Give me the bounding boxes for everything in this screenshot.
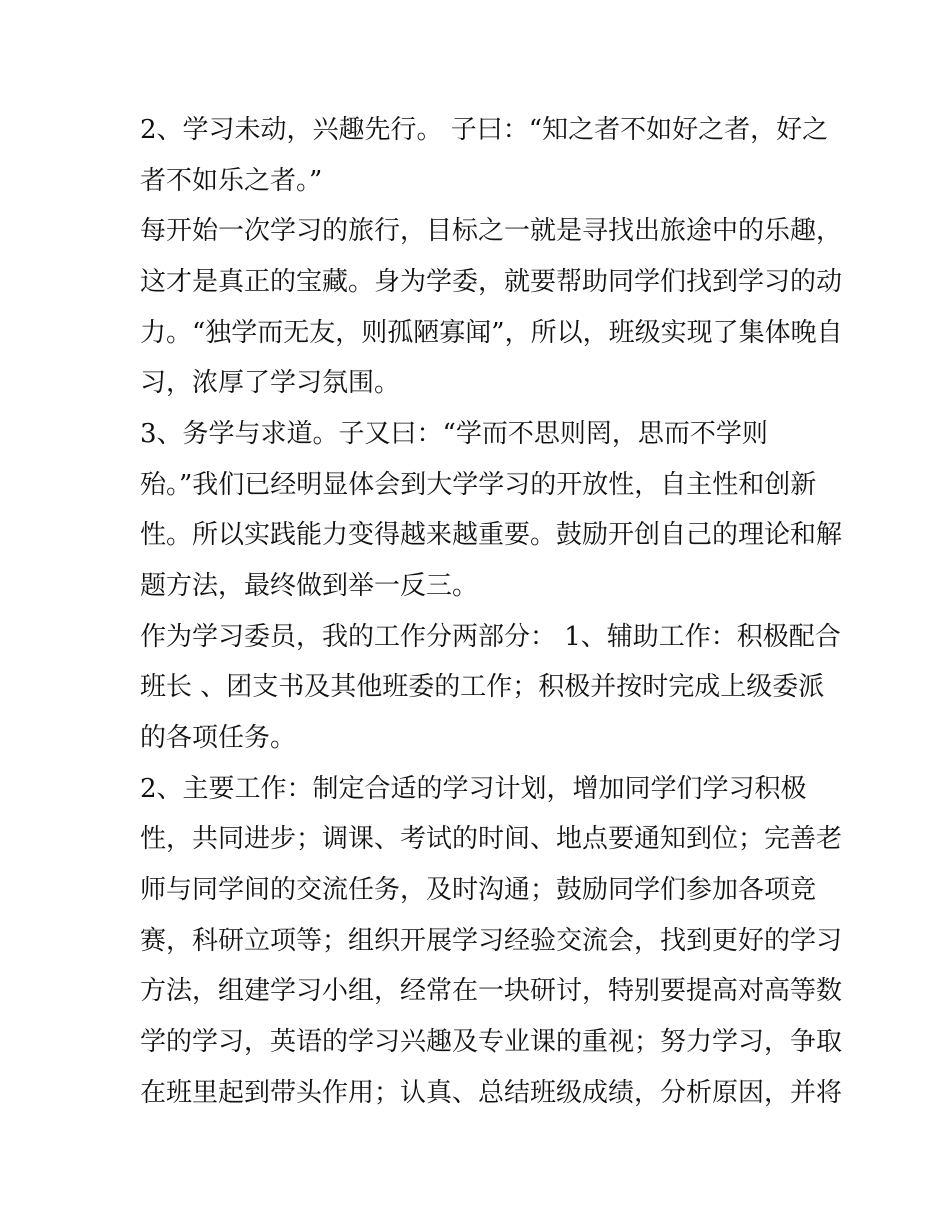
text-line: 的各项任务。 (140, 723, 297, 753)
text-line: 2、主要工作：制定合适的学习计划，增加同学们学习积极 (140, 774, 807, 804)
text-line: 习，浓厚了学习氛围。 (140, 368, 401, 398)
text-line: 每开始一次学习的旅行，目标之一就是寻找出旅途中的乐趣， (140, 216, 843, 246)
text-line: 作为学习委员，我的工作分两部分： 1、辅助工作：积极配合 (140, 622, 841, 652)
text-line: 2、学习未动，兴趣先行。 子曰：“知之者不如好之者，好之 (140, 115, 829, 145)
text-line: 方法，组建学习小组，经常在一块研讨，特别要提高对高等数 (140, 976, 843, 1006)
text-line: 性。所以实践能力变得越来越重要。鼓励开创自己的理论和解 (140, 520, 843, 550)
text-line: 师与同学间的交流任务，及时沟通；鼓励同学们参加各项竞 (140, 875, 817, 905)
text-line: 在班里起到带头作用；认真、总结班级成绩，分析原因，并将 (140, 1078, 843, 1108)
text-line: 3、务学与求道。子又曰：“学而不思则罔，思而不学则 (140, 419, 768, 449)
text-line: 赛，科研立项等；组织开展学习经验交流会，找到更好的学习 (140, 926, 843, 956)
text-line: 力。“独学而无友，则孤陋寡闻”，所以，班级实现了集体晚自 (140, 318, 843, 348)
text-line: 性，共同进步；调课、考试的时间、地点要通知到位；完善老 (140, 824, 843, 854)
text-line: 班长 、团支书及其他班委的工作；积极并按时完成上级委派 (140, 672, 825, 702)
text-line: 殆。”我们已经明显体会到大学学习的开放性，自主性和创新 (140, 470, 817, 500)
text-line: 这才是真正的宝藏。身为学委，就要帮助同学们找到学习的动 (140, 267, 843, 297)
text-line: 题方法，最终做到举一反三。 (140, 571, 479, 601)
text-line: 学的学习，英语的学习兴趣及专业课的重视；努力学习，争取 (140, 1027, 843, 1057)
text-line: 者不如乐之者。” (140, 166, 323, 196)
